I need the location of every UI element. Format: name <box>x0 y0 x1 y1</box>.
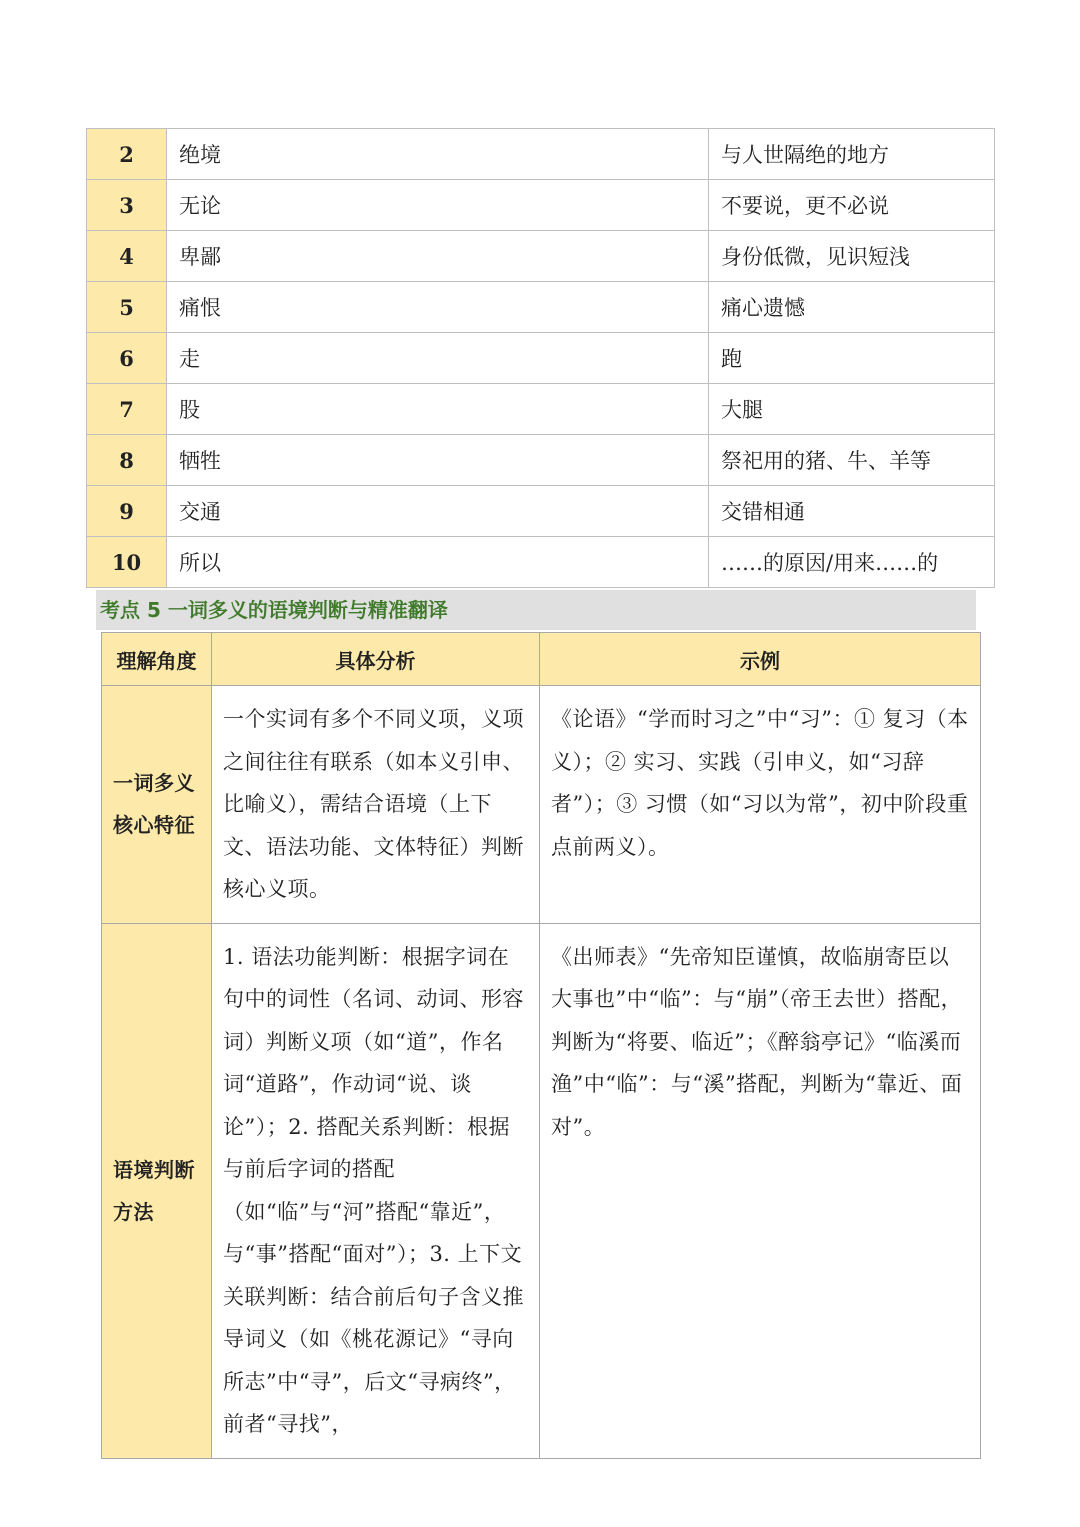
row-number: 4 <box>87 231 167 282</box>
word-cell: 卑鄙 <box>167 231 709 282</box>
word-cell: 绝境 <box>167 129 709 180</box>
word-cell: 痛恨 <box>167 282 709 333</box>
section-heading: 考点 5 一词多义的语境判断与精准翻译 <box>96 590 976 630</box>
analysis-cell: 1. 语法功能判断：根据字词在句中的词性（名词、动词、形容词）判断义项（如“道”，作名词“道路”，作动词“说、谈论”）；2. 搭配关系判断：根据与前后字词的搭配（如“临”与“河”搭配“靠近”，与“事”搭配“面对”）；3. 上下文关联判断：结合前后句子含义推导词义（如《桃花源记》“寻向所志”中“寻”，后文“寻病终”，前者“寻找”， <box>212 923 540 1458</box>
meaning-cell: ……的原因/用来……的 <box>709 537 995 588</box>
table-row <box>87 384 995 435</box>
table-row <box>87 282 995 333</box>
header-analysis: 具体分析 <box>212 633 540 686</box>
word-cell: 牺牲 <box>167 435 709 486</box>
table-row <box>87 180 995 231</box>
analysis-table <box>101 632 981 1459</box>
table-row <box>87 333 995 384</box>
table-row <box>102 923 981 1458</box>
table-row <box>87 486 995 537</box>
table-row <box>87 231 995 282</box>
word-cell: 无论 <box>167 180 709 231</box>
row-number: 3 <box>87 180 167 231</box>
word-cell: 交通 <box>167 486 709 537</box>
vocabulary-table <box>86 128 995 588</box>
header-row <box>102 633 981 686</box>
row-number: 6 <box>87 333 167 384</box>
row-number: 9 <box>87 486 167 537</box>
meaning-cell: 跑 <box>709 333 995 384</box>
row-number: 8 <box>87 435 167 486</box>
example-cell: 《论语》“学而时习之”中“习”：① 复习（本义）；② 实习、实践（引申义，如“习辞者”）；③ 习惯（如“习以为常”，初中阶段重点前两义）。 <box>540 686 981 924</box>
meaning-cell: 不要说，更不必说 <box>709 180 995 231</box>
table-row <box>102 686 981 924</box>
aspect-cell: 一词多义核心特征 <box>102 686 212 924</box>
table-row <box>87 129 995 180</box>
meaning-cell: 大腿 <box>709 384 995 435</box>
meaning-cell: 痛心遗憾 <box>709 282 995 333</box>
row-number: 10 <box>87 537 167 588</box>
table-row <box>87 537 995 588</box>
header-example: 示例 <box>540 633 981 686</box>
row-number: 5 <box>87 282 167 333</box>
example-cell: 《出师表》“先帝知臣谨慎，故临崩寄臣以大事也”中“临”：与“崩”（帝王去世）搭配，判断为“将要、临近”；《醉翁亭记》“临溪而渔”中“临”：与“溪”搭配，判断为“靠近、面对”。 <box>540 923 981 1458</box>
word-cell: 所以 <box>167 537 709 588</box>
header-aspect: 理解角度 <box>102 633 212 686</box>
meaning-cell: 与人世隔绝的地方 <box>709 129 995 180</box>
aspect-cell: 语境判断方法 <box>102 923 212 1458</box>
meaning-cell: 身份低微，见识短浅 <box>709 231 995 282</box>
row-number: 7 <box>87 384 167 435</box>
meaning-cell: 祭祀用的猪、牛、羊等 <box>709 435 995 486</box>
table-row <box>87 435 995 486</box>
analysis-cell: 一个实词有多个不同义项，义项之间往往有联系（如本义引申、比喻义），需结合语境（上下文、语法功能、文体特征）判断核心义项。 <box>212 686 540 924</box>
word-cell: 股 <box>167 384 709 435</box>
meaning-cell: 交错相通 <box>709 486 995 537</box>
row-number: 2 <box>87 129 167 180</box>
word-cell: 走 <box>167 333 709 384</box>
